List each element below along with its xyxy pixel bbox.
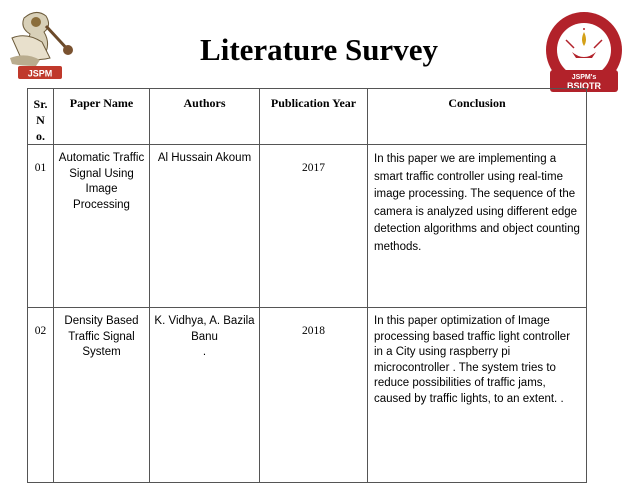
header-sr-line2: N — [36, 113, 45, 127]
literature-table — [27, 88, 587, 483]
cell-authors-extra: . — [202, 346, 207, 358]
cell-authors — [150, 308, 260, 483]
bsiotr-text: BSIOTR — [566, 81, 602, 91]
cell-sr: 01 — [28, 145, 54, 308]
cell-authors-text: K. Vidhya, A. Bazila Banu — [154, 315, 255, 343]
header-conclusion: Conclusion — [368, 89, 587, 145]
header-sr-line1: Sr. — [33, 97, 48, 111]
header-paper-name: Paper Name — [54, 89, 150, 145]
cell-paper-name: Density Based Traffic Signal System — [54, 308, 150, 483]
cell-conclusion: In this paper optimization of Image processing based traffic light controller in a City using raspberry pi microcontroller . The system tries to reduce possibilities of traffic jams, caused by traffic lights, to an extent. . — [368, 308, 587, 483]
cell-year: 2018 — [260, 308, 368, 483]
cell-sr: 02 — [28, 308, 54, 483]
cell-authors-text: Al Hussain Akoum — [157, 152, 252, 164]
cell-paper-name: Automatic Traffic Signal Using Image Processing — [54, 145, 150, 308]
table-row — [28, 308, 587, 483]
header-publication-year: Publication Year — [260, 89, 368, 145]
table-header-row — [28, 89, 587, 145]
header-sr-line3: o. — [36, 129, 45, 143]
cell-authors — [150, 145, 260, 308]
table-row — [28, 145, 587, 308]
page-title: Literature Survey — [200, 32, 438, 67]
cell-year: 2017 — [260, 145, 368, 308]
cell-conclusion: In this paper we are implementing a smart traffic controller using real-time image processing. The sequence of the camera is analyzed using different edge detection algorithms and object counting methods. — [368, 145, 587, 308]
jspm-logo-text: JSPM — [27, 68, 53, 79]
header-authors: Authors — [150, 89, 260, 145]
header-sr — [28, 89, 54, 145]
jspm-text: JSPM's — [571, 74, 597, 81]
